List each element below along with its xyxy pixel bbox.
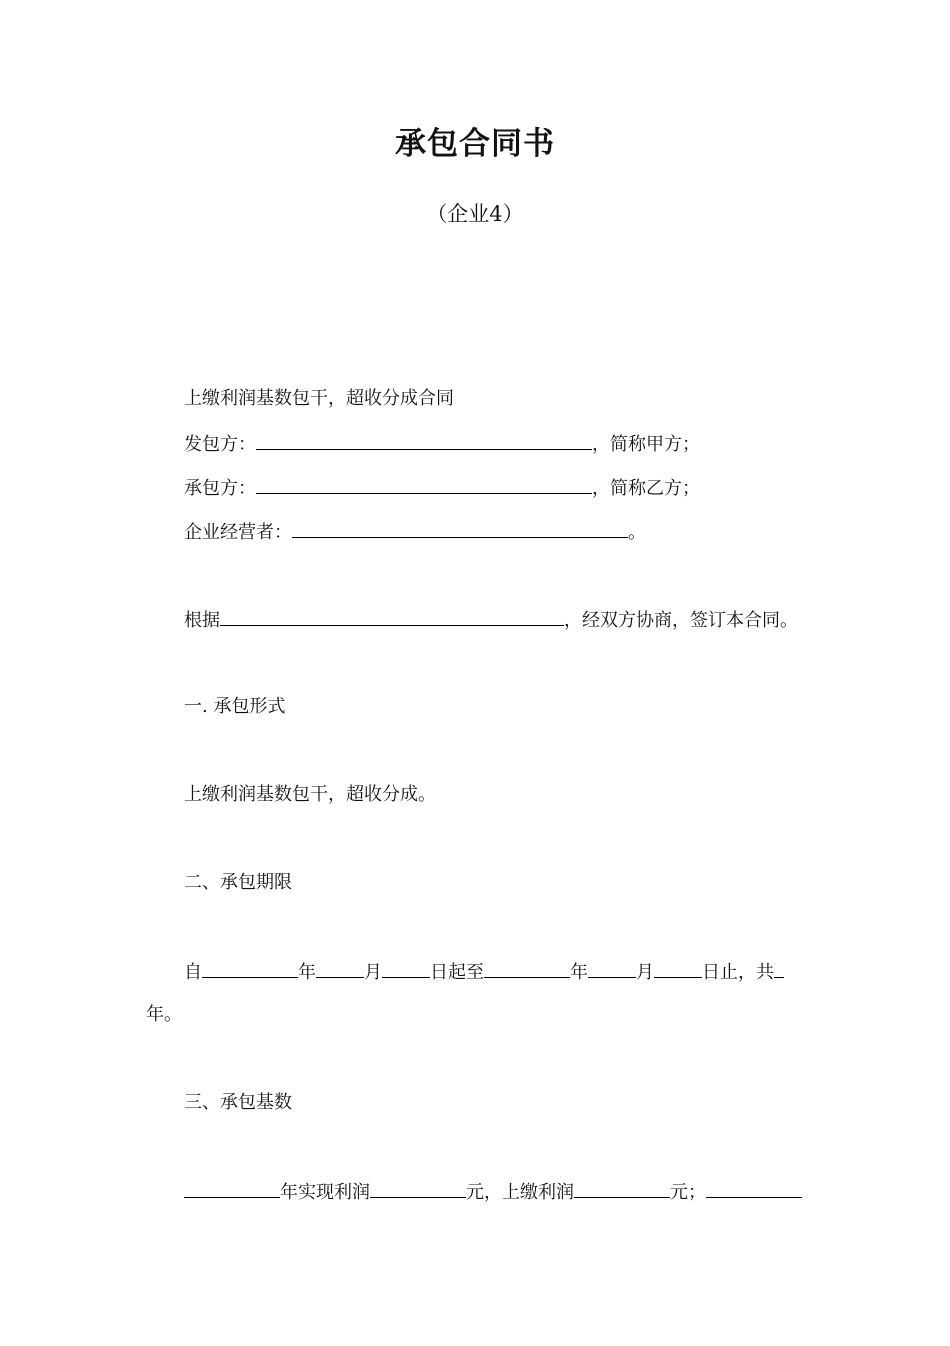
term-month-2: 月	[636, 962, 654, 983]
term-month-1: 月	[364, 962, 382, 983]
start-month-blank[interactable]	[316, 959, 364, 978]
term-year-1: 年	[298, 962, 316, 983]
end-day-blank[interactable]	[654, 959, 702, 978]
remit-label: 元，上缴利润	[466, 1182, 574, 1203]
issuer-suffix: ，简称甲方；	[592, 434, 700, 455]
issuer-blank[interactable]	[256, 431, 592, 450]
issuer-line	[184, 431, 700, 457]
contractor-label: 承包方：	[184, 478, 256, 499]
start-day-blank[interactable]	[382, 959, 430, 978]
basis-line	[184, 607, 798, 633]
yuan-end: 元；	[670, 1182, 706, 1203]
issuer-label: 发包方：	[184, 434, 256, 455]
end-year-blank[interactable]	[484, 959, 570, 978]
contractor-suffix: ，简称乙方；	[592, 478, 700, 499]
term-end-total: 日止，共	[702, 962, 774, 983]
basis-blank[interactable]	[220, 607, 564, 626]
section-1-heading: 一. 承包形式	[184, 696, 286, 717]
document-subtitle: （企业4）	[426, 202, 524, 226]
section-3-body	[184, 1179, 802, 1205]
term-from: 自	[184, 962, 202, 983]
intro-line: 上缴利润基数包干，超收分成合同	[184, 388, 454, 409]
start-year-blank[interactable]	[202, 959, 298, 978]
basis-prefix: 根据	[184, 610, 220, 631]
trailing-blank[interactable]	[706, 1179, 802, 1198]
profit-blank[interactable]	[370, 1179, 466, 1198]
contractor-line	[184, 475, 700, 501]
section-2-body-end: 年。	[146, 1004, 182, 1025]
section-2-body	[184, 959, 784, 985]
remit-blank[interactable]	[574, 1179, 670, 1198]
total-years-blank[interactable]	[774, 959, 784, 978]
operator-blank[interactable]	[292, 519, 628, 538]
term-year-2: 年	[570, 962, 588, 983]
section-3-heading: 三、承包基数	[184, 1092, 292, 1113]
operator-label: 企业经营者：	[184, 522, 292, 543]
profit-label: 年实现利润	[280, 1182, 370, 1203]
operator-suffix: 。	[628, 522, 646, 543]
term-day-to: 日起至	[430, 962, 484, 983]
document-title: 承包合同书	[395, 126, 555, 162]
section-2-heading: 二、承包期限	[184, 872, 292, 893]
contractor-blank[interactable]	[256, 475, 592, 494]
basis-suffix: ，经双方协商，签订本合同。	[564, 610, 798, 631]
operator-line	[184, 519, 646, 545]
section-1-body: 上缴利润基数包干，超收分成。	[184, 784, 436, 805]
end-month-blank[interactable]	[588, 959, 636, 978]
base-year-blank[interactable]	[184, 1179, 280, 1198]
